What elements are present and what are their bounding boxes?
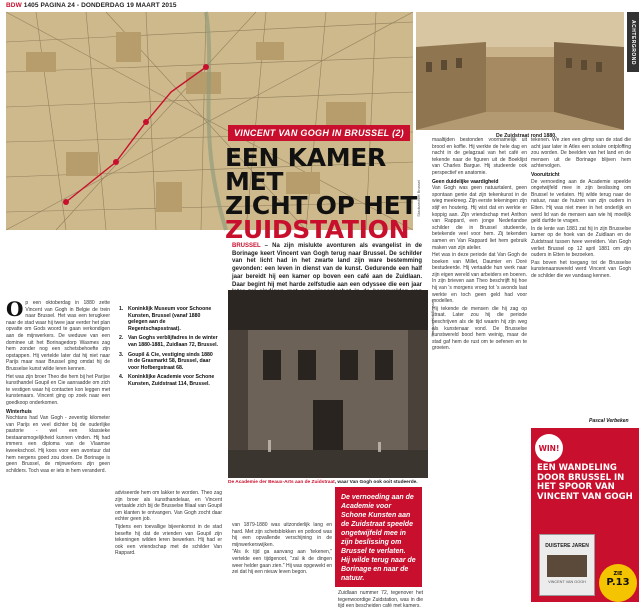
body-column-5 [432,137,527,602]
map-credit: Stadsarchief Brussel [416,180,421,217]
body-paragraph: Van Gogh was geen natuurtalent, geen spontaan genie dat zijn tekenkunst in de wieg meekreeg. Zijn eerste tekeningen zijn stijf en houterig. Hij wist dat en werkte er koppig aan. Zijn vriendschap met Anthon van Rappard, een jonge Nederlandse schilder die in Brussel studeerde, betekende veel voor hem. Zij tekenden samen en Van Rappard liet hem gebruik maken van zijn atelier. [432,185,527,251]
headline-line-2: ZICHT OP HET [225,191,418,220]
academy-credit: Stadsarchief Brussel [430,300,435,337]
body-paragraph: In de lente van 1881 zat hij in zijn Brusselse kamer op de hoek van de Zuidlaan en de Zuidstraat tussen twee werelden. Van Gogh verliet Brussel op 12 april 1881 om zijn ouders in Etten te bezoeken. [531,225,631,259]
date-line: 1405 PAGINA 24 - DONDERDAG 19 MAART 2015 [23,2,177,9]
body-column-1 [6,297,110,602]
body-paragraph: Zuidlaan nummer 72, tegenover het tegenwoordige Zuidstation, was in die tijd een bescheiden café met kamers. [338,590,423,610]
headline-line-3: ZUIDSTATION [225,215,410,244]
photo-graphic [416,12,624,130]
academy-photo [228,290,428,478]
pull-quote: De vernoeding aan de Academie voor Schone Kunsten aan de Zuidstraat speelde ongetwijfeld mee in zijn beslissing om Brussel te verlaten. Hij wilde terug naar de Borinage en naar de natuur. [335,487,422,587]
promo-title: EEN WANDELING DOOR BRUSSEL IN HET SPOOR VAN VINCENT VAN GOGH [537,463,633,502]
book-cover-image [547,555,587,577]
body-column-3 [232,522,332,602]
street-photo [416,12,624,130]
subheading: Geen duidelijke vaardigheid [432,178,499,185]
contest-promo[interactable] [531,428,639,602]
legend-item: 2. Van Goghs verblijfadres in de winter van 1880-1881, Zuidlaan 72, Brussel. [119,335,218,348]
body-paragraph: Het was zijn broer Theo die hem bij het Parijse kunsthandel Goupil en Cie aanraadde om zich te vestigen waar hij contacten kon leggen met kunstenaars. Vincent ging op zoek naar een goedkoop onderkomen. [6,373,110,406]
page-header [6,2,177,9]
book-title: DUISTERE JAREN [545,543,589,549]
intro-dateline: BRUSSEL [232,243,261,249]
body-paragraph: Het was in deze periode dat Van Gogh de boeken van Millet, Daumier en Doré bestudeerde. Hij vertaalde hun werk naar zijn eigen wereld van arbeiders en boeren. In zijn brieven aan Theo beschrijft hij hoe hij van 's morgens vroeg tot 's avonds laat werkte en toch geen geld had voor modellen. [432,252,527,305]
win-badge: WIN! [535,434,563,462]
street-photo-caption: De Zuidstraat rond 1880. [496,133,557,139]
headline-line-1: EEN KAMER MET [225,143,387,196]
body-paragraph: "Als ik tijd ga aanvang aan 'tekenen," vertelde een tijdgenoot, "zal ik de dingen weer helder gaan zien." Hij was opgewekt en zei dat hij een nieuw leven begon. [232,549,332,576]
subheading: Vooruitzicht [531,171,560,178]
intro-text: – Na zijn mislukte avonturen als evangelist in de Borinage keert Vincent van Gogh terug naar Brussel. De schilder van het licht had in het zwarte land zijn ware bestemming gevonden: een leven in dienst van de kunst. Gedurende een half jaar bereidt hij een kamer op boven een café aan de Zuidlaan. Daar begint hij met harde zelfstudie aan een odyssee die een jaar [232,243,422,288]
body-paragraph: Tijdens een toevallige bijeenkomst in de stad besefte hij dat de vrienden van Goupil zijn tekeningen wilden leren bewerken. Hij had er ook een vriendschap met de schilder Van Rappard. [115,523,222,557]
series-kicker: VINCENT VAN GOGH IN BRUSSEL (2) [228,125,410,141]
section-tab: ACHTERGROND [627,12,639,72]
legend-item: 4. Koninklijke Academie voor Schone Kunsten, Zuidstraat 114, Brussel. [119,374,215,387]
body-paragraph: Pas boven het toegang tot de Brusselse kunstenaarswereld werd Vincent van Gogh de schilder die we vandaag kennen. [531,259,631,279]
body-column-6 [531,137,631,417]
body-paragraph: van 1879-1880 was uitzonderlijk lang en hard. Met zijn schetsblokken en potlood was hij een opvallende verschijning in de mijnwerkerswijken. [232,522,332,548]
body-paragraph: p een oktoberdag in 1880 zette Vincent van Gogh in Belgie de trein naar Brussel. Het was een terugkeer naar de stad waar hij twee jaar eerder het plan opvatte om Gods woord te gaan verkondigen aan de mijnwerkers. De weduwe van een dominee uit het Borinagedorp Wasmes zag hem zonder nog een schetsbehoefte zijn opstappen. Hij vertelde later dat hij niet naar Parijs maar naar Brussel ging omdat hij de Brusselse kunst wilde leren kennen. [6,300,110,372]
author-signature: Pascal Verbeken [589,418,629,424]
body-paragraph: maaltijden bestonden voornamelijk uit brood en koffie. Hij werkte de hele dag en nacht in de gelagzaal van het café en tekende naar de figuren uit de Boeklijst van Charles Bargue. Hij studeerde ook perspectief en anatomie. [432,137,527,176]
book-cover [539,534,595,596]
page-reference-badge[interactable]: ZIE P.13 [599,564,637,602]
body-paragraph: Hij tekende de mensen die hij zag op straat. Later zou hij die periode beschrijven als de tijd waarin hij zijn weg als kunstenaar vond. De Brusselse kunstwereld bood hem weinig, maar de stad gaf hem de rust om te oefenen en te groeien. [432,305,527,352]
legend-item: 1. Koninklijk Museum voor Schoone Kunsten, Brussel (vanaf 1880 gelegen aan de Regentschapsstraat). [119,306,212,332]
body-column-4 [338,590,423,610]
map-legend-box [115,302,222,484]
subheading: Winterhuis [6,408,32,415]
academy-graphic [228,290,428,478]
legend-item: 3. Goupil & Cie, vestiging sinds 1880 in de Grasmarkt 58, Brussel, daar voor Hofbergstraat 68. [119,351,213,371]
body-paragraph: De vernoeding aan de Academie speelde ongetwijfeld mee in zijn beslissing om Brussel te verlaten. Hij wilde terug naar de natuur, naar de huizen van zijn ouders in Etten. Hij was niet meer in het onderlijk en werd lid van de mensen aan wie hij moeilijk geld durfde te vragen. [531,178,631,225]
body-column-2 [115,490,222,602]
academy-caption: De Academie der Beaux-Arts aan de Zuidstraat, waar Van Gogh ook ooit studeerde. [228,480,418,485]
drop-cap: O [6,297,24,321]
paper-name: BDW [6,2,22,9]
headline [225,143,435,244]
body-paragraph: tekenen. We zien een glimp van de stad die acht jaar later in Atles een solaire ontploffing zou worden. De beelden van het land en de mensen uit de Borinage blijven hem achtervolgen. [531,137,631,170]
book-author: VINCENT VAN GOGH [548,580,586,584]
body-paragraph: Nochtans had Van Gogh - zeventig kilometer van Parijs en veel dichter bij de ouderlijke pastorie - wel een klassieke bestaansmogelijkheid kunnen vinden. Hij had immers een diploma van de Vlaamse kweekschool. Hij koos voor een avontuur dat hem nergens goed zou doen. De Borinage is geen Brussel, de mijnwerkers zijn geen schilders. Toch was er iets in hem veranderd. [6,415,110,474]
body-paragraph: adviseerde hem om lakker te worden. Theo zag zijn broer als kunsthandelaar, en Vincent vertaalde zich bij de Brusselse filiaal van Goupil om klanten te ontvangen. Van Gogh zocht daar echter geen job. [115,490,222,523]
